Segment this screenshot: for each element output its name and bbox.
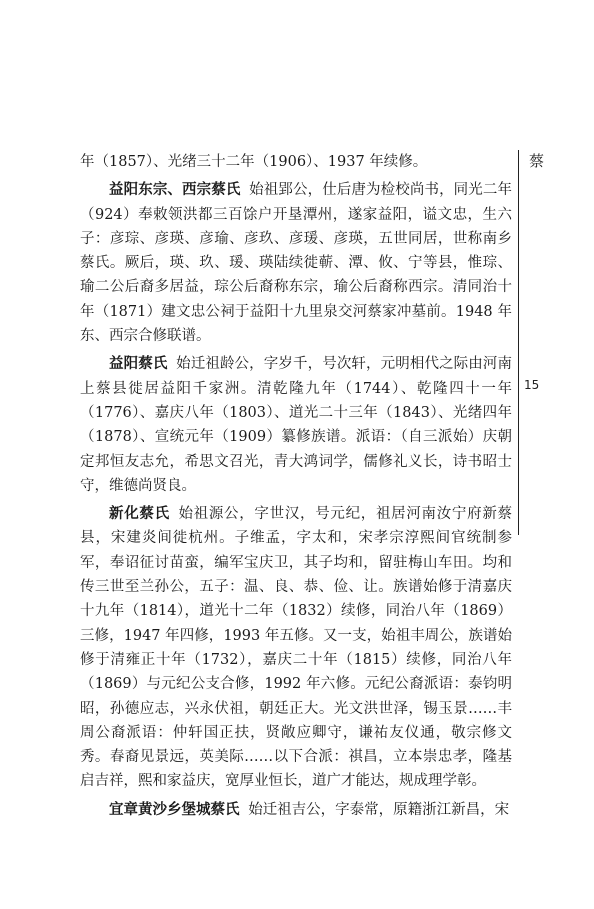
paragraph-text: 始祖源公，字世汉，号元纪，祖居河南汝宁府新蔡县，宋建炎间徙杭州。子维孟，字太和，宋孝宗淳熙间官统制参军，奉诏征讨苗蛮，编军宝庆卫，其子均和，留驻梅山车田。均和传三世至兰孙公，五子：温、良、恭、俭、让。族谱始修于清嘉庆十九年（1814），道光十二年（1832）续修，同治八年（1869）三修，1947 年四修，1993 年五修。又一支，始祖丰周公，族谱始修于清雍正十年（1732），嘉庆二十年（1815）续修，同治八年（1869）与元纪公支合修，1992 年六修。元纪公裔派语：泰钧明昭，孙德应志，兴永伏祖，朝廷正大。光文洪世泽，锡玉景……丰周公裔派语：仲轩国正扶，贤敞应卿守，谦祐友仪通，敬宗修文秀。春裔见景远，英美际……以下合派：祺昌，立本崇忠孝，隆基启吉祥，熙和家益庆，宽厚业恒长，道广才能达，规成理学彰。 [80, 506, 513, 790]
paragraph-xinhua-cai [80, 502, 512, 794]
side-section-label: 蔡 [529, 152, 545, 170]
paragraph-text: 始迁祖吉公，字泰常，原籍浙江新昌，宋 [248, 801, 510, 818]
margin-divider [518, 150, 519, 535]
paragraph-yizhang-cai [80, 798, 512, 822]
paragraph-yiyang-cai [80, 352, 512, 498]
clan-heading: 益阳蔡氏 [109, 356, 168, 373]
paragraph-yiyang-east-west-cai [80, 178, 512, 348]
clan-heading: 新化蔡氏 [109, 506, 170, 523]
paragraph-text: 年（1857）、光绪三十二年（1906）、1937 年续修。 [80, 154, 428, 170]
clan-heading: 益阳东宗、西宗蔡氏 [109, 182, 241, 199]
page-number: 15 [524, 378, 540, 392]
paragraph-text: 始祖郢公，仕后唐为检校尚书，同光二年（924）奉敕领洪都三百馀户开垦潭州，遂家益阳，谥文忠，生六子：彦琮、彦瑛、彦瑜、彦玖、彦瑗、彦瑛，五世同居，世称南乡蔡氏。厥后，瑛、玖、瑗、瑛陆续徙蕲、潭、攸、宁等县，惟琮、瑜二公后裔多居益，琮公后裔称东宗，瑜公后裔称西宗。清同治十年（1871）建文忠公祠于益阳十九里泉交河蔡家冲墓前。1948 年东、西宗合修联谱。 [80, 182, 513, 345]
page-body [80, 150, 512, 826]
paragraph-text: 始迁祖龄公，字岁千，号次轩，元明相代之际由河南上蔡县徙居益阳千家洲。清乾隆九年（1744）、乾隆四十一年（1776）、嘉庆八年（1803）、道光二十三年（1843）、光绪四年（1878）、宣统元年（1909）纂修族谱。派语：（自三派始）庆朝定邦恒友志允，希思文召光，青大鸿词学，儒修礼义长，诗书昭士守，维德尚贤良。 [80, 356, 513, 494]
paragraph-continuation [80, 150, 512, 174]
clan-heading: 宜章黄沙乡堡城蔡氏 [109, 801, 240, 818]
